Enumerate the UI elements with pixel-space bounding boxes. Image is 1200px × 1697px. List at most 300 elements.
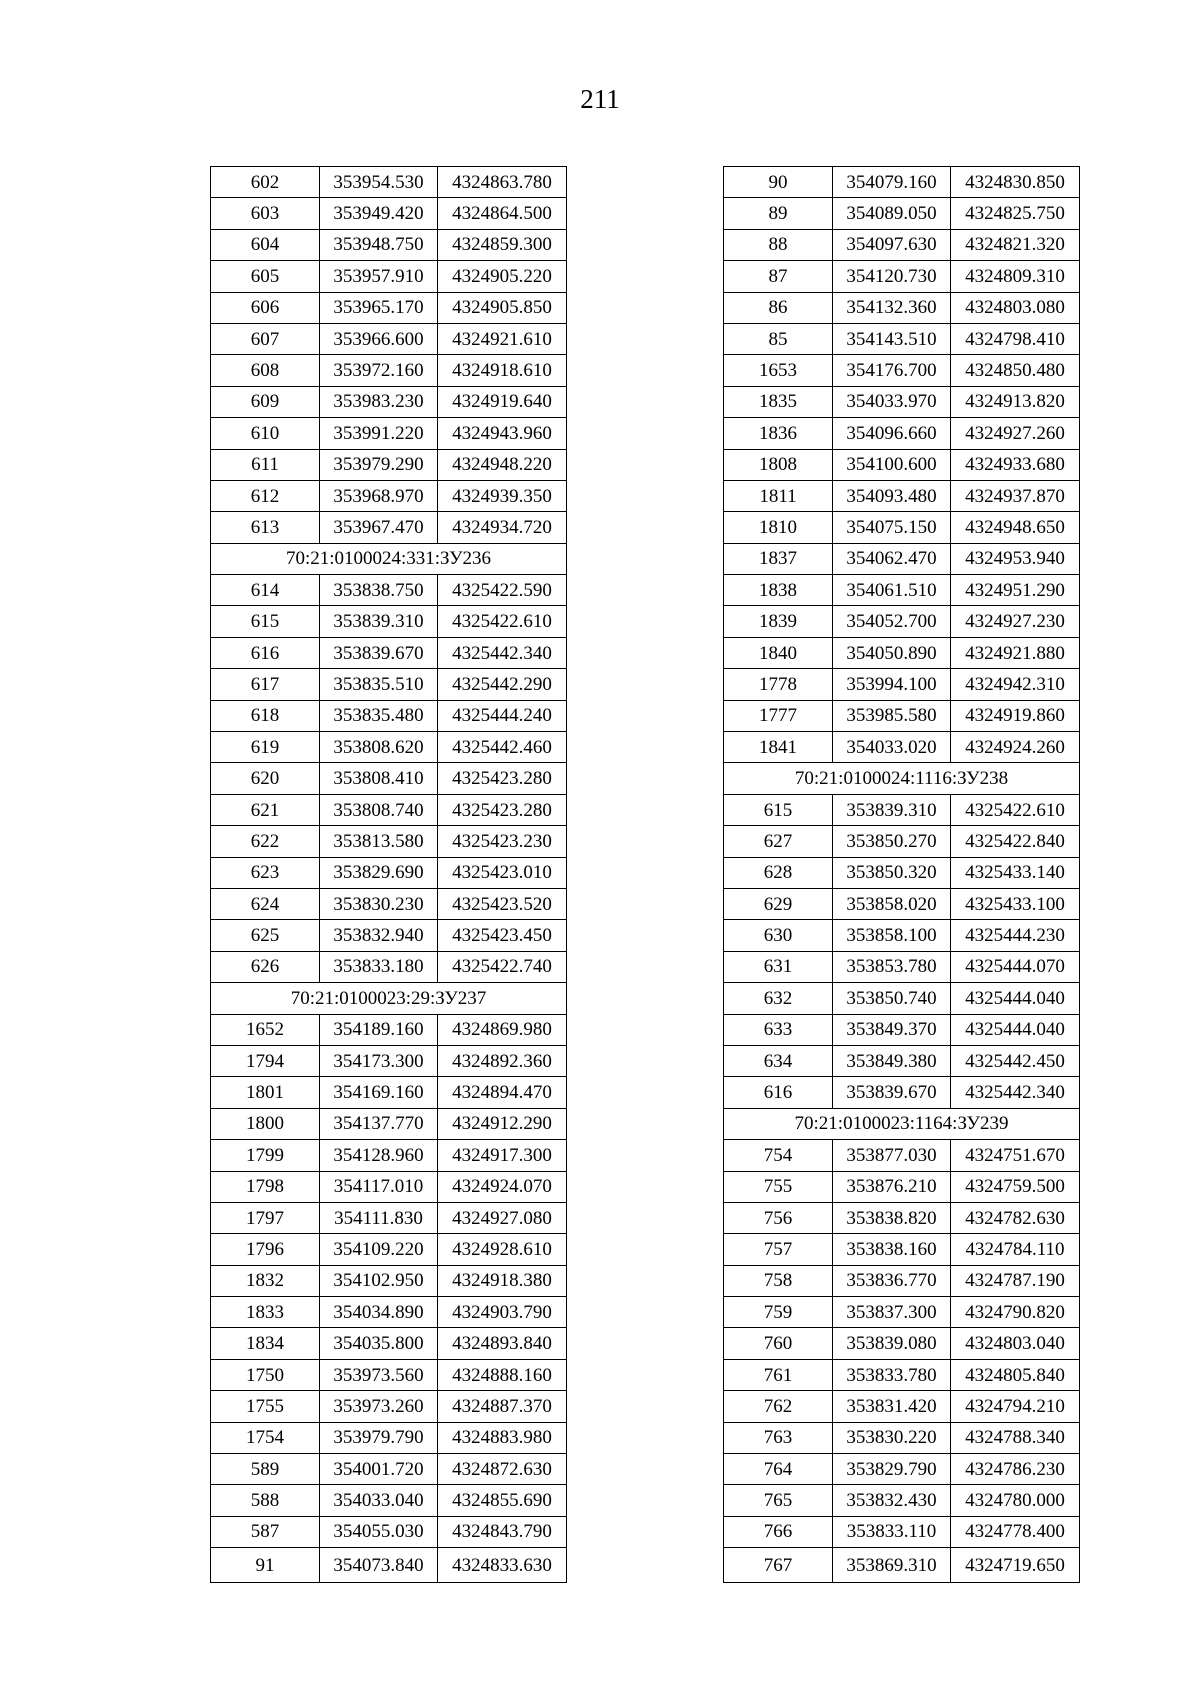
point-number-cell: 609 <box>211 386 320 417</box>
x-coordinate-cell: 354189.160 <box>320 1014 438 1045</box>
coordinate-row <box>724 418 1080 449</box>
coordinate-row <box>724 1045 1080 1076</box>
coordinate-row <box>211 1297 567 1328</box>
point-number-cell: 1808 <box>724 449 833 480</box>
y-coordinate-cell: 4324719.650 <box>951 1548 1080 1583</box>
y-coordinate-cell: 4324778.400 <box>951 1516 1080 1547</box>
x-coordinate-cell: 353973.260 <box>320 1391 438 1422</box>
x-coordinate-cell: 354052.700 <box>833 606 951 637</box>
y-coordinate-cell: 4324843.790 <box>438 1516 567 1547</box>
x-coordinate-cell: 353849.380 <box>833 1045 951 1076</box>
coordinate-row <box>724 669 1080 700</box>
coordinate-row <box>211 1045 567 1076</box>
y-coordinate-cell: 4325423.280 <box>438 763 567 794</box>
y-coordinate-cell: 4324803.040 <box>951 1328 1080 1359</box>
point-number-cell: 602 <box>211 167 320 198</box>
x-coordinate-cell: 353949.420 <box>320 198 438 229</box>
y-coordinate-cell: 4324780.000 <box>951 1485 1080 1516</box>
coordinate-row <box>211 575 567 606</box>
point-number-cell: 1794 <box>211 1045 320 1076</box>
point-number-cell: 621 <box>211 794 320 825</box>
point-number-cell: 1834 <box>211 1328 320 1359</box>
x-coordinate-cell: 353853.780 <box>833 951 951 982</box>
y-coordinate-cell: 4324917.300 <box>438 1140 567 1171</box>
x-coordinate-cell: 353985.580 <box>833 700 951 731</box>
point-number-cell: 622 <box>211 826 320 857</box>
y-coordinate-cell: 4325442.340 <box>951 1077 1080 1108</box>
coordinate-row <box>724 732 1080 763</box>
point-number-cell: 618 <box>211 700 320 731</box>
x-coordinate-cell: 353965.170 <box>320 292 438 323</box>
point-number-cell: 1841 <box>724 732 833 763</box>
y-coordinate-cell: 4324887.370 <box>438 1391 567 1422</box>
x-coordinate-cell: 354117.010 <box>320 1171 438 1202</box>
y-coordinate-cell: 4325423.520 <box>438 888 567 919</box>
x-coordinate-cell: 353957.910 <box>320 261 438 292</box>
parcel-cadastral-number: 70:21:0100023:29:ЗУ237 <box>211 983 567 1014</box>
y-coordinate-cell: 4324894.470 <box>438 1077 567 1108</box>
y-coordinate-cell: 4324788.340 <box>951 1422 1080 1453</box>
point-number-cell: 1801 <box>211 1077 320 1108</box>
coordinate-row <box>724 1422 1080 1453</box>
point-number-cell: 1755 <box>211 1391 320 1422</box>
x-coordinate-cell: 353839.080 <box>833 1328 951 1359</box>
y-coordinate-cell: 4324855.690 <box>438 1485 567 1516</box>
point-number-cell: 1652 <box>211 1014 320 1045</box>
y-coordinate-cell: 4324933.680 <box>951 449 1080 480</box>
y-coordinate-cell: 4324859.300 <box>438 229 567 260</box>
x-coordinate-cell: 353808.620 <box>320 732 438 763</box>
coordinate-row <box>724 575 1080 606</box>
y-coordinate-cell: 4325442.290 <box>438 669 567 700</box>
coordinate-row <box>211 951 567 982</box>
x-coordinate-cell: 353979.790 <box>320 1422 438 1453</box>
point-number-cell: 1653 <box>724 355 833 386</box>
x-coordinate-cell: 353991.220 <box>320 418 438 449</box>
y-coordinate-cell: 4324850.480 <box>951 355 1080 386</box>
x-coordinate-cell: 353838.820 <box>833 1202 951 1233</box>
y-coordinate-cell: 4324869.980 <box>438 1014 567 1045</box>
point-number-cell: 1840 <box>724 637 833 668</box>
y-coordinate-cell: 4325444.070 <box>951 951 1080 982</box>
coordinate-row <box>211 512 567 543</box>
y-coordinate-cell: 4324927.080 <box>438 1202 567 1233</box>
coordinate-row <box>211 1422 567 1453</box>
point-number-cell: 91 <box>211 1548 320 1583</box>
point-number-cell: 610 <box>211 418 320 449</box>
x-coordinate-cell: 354096.660 <box>833 418 951 449</box>
x-coordinate-cell: 353966.600 <box>320 323 438 354</box>
coordinate-row <box>211 1265 567 1296</box>
coordinate-row <box>211 1234 567 1265</box>
y-coordinate-cell: 4324943.960 <box>438 418 567 449</box>
x-coordinate-cell: 353839.670 <box>320 637 438 668</box>
coordinate-row <box>211 1108 567 1139</box>
y-coordinate-cell: 4324918.380 <box>438 1265 567 1296</box>
y-coordinate-cell: 4325442.460 <box>438 732 567 763</box>
coordinate-row <box>724 920 1080 951</box>
coordinate-row <box>724 1454 1080 1485</box>
y-coordinate-cell: 4324934.720 <box>438 512 567 543</box>
point-number-cell: 615 <box>211 606 320 637</box>
point-number-cell: 1798 <box>211 1171 320 1202</box>
y-coordinate-cell: 4324912.290 <box>438 1108 567 1139</box>
y-coordinate-cell: 4325423.280 <box>438 794 567 825</box>
point-number-cell: 633 <box>724 1014 833 1045</box>
x-coordinate-cell: 353838.160 <box>833 1234 951 1265</box>
x-coordinate-cell: 354062.470 <box>833 543 951 574</box>
y-coordinate-cell: 4324883.980 <box>438 1422 567 1453</box>
point-number-cell: 90 <box>724 167 833 198</box>
point-number-cell: 766 <box>724 1516 833 1547</box>
coordinate-row <box>211 763 567 794</box>
parcel-cadastral-number: 70:21:0100024:331:ЗУ236 <box>211 543 567 574</box>
x-coordinate-cell: 354061.510 <box>833 575 951 606</box>
y-coordinate-cell: 4324821.320 <box>951 229 1080 260</box>
point-number-cell: 88 <box>724 229 833 260</box>
coordinate-row <box>211 1328 567 1359</box>
page-number: 211 <box>580 84 620 114</box>
coordinate-row <box>211 1202 567 1233</box>
y-coordinate-cell: 4324919.860 <box>951 700 1080 731</box>
y-coordinate-cell: 4324803.080 <box>951 292 1080 323</box>
point-number-cell: 1750 <box>211 1359 320 1390</box>
point-number-cell: 755 <box>724 1171 833 1202</box>
y-coordinate-cell: 4324833.630 <box>438 1548 567 1583</box>
y-coordinate-cell: 4325423.230 <box>438 826 567 857</box>
x-coordinate-cell: 353829.790 <box>833 1454 951 1485</box>
point-number-cell: 607 <box>211 323 320 354</box>
point-number-cell: 616 <box>211 637 320 668</box>
coordinate-row <box>724 543 1080 574</box>
x-coordinate-cell: 353833.110 <box>833 1516 951 1547</box>
y-coordinate-cell: 4324905.850 <box>438 292 567 323</box>
x-coordinate-cell: 353858.020 <box>833 888 951 919</box>
x-coordinate-cell: 353833.180 <box>320 951 438 982</box>
coordinate-row <box>211 857 567 888</box>
x-coordinate-cell: 353838.750 <box>320 575 438 606</box>
x-coordinate-cell: 354033.020 <box>833 732 951 763</box>
point-number-cell: 756 <box>724 1202 833 1233</box>
y-coordinate-cell: 4324905.220 <box>438 261 567 292</box>
point-number-cell: 606 <box>211 292 320 323</box>
y-coordinate-cell: 4324751.670 <box>951 1140 1080 1171</box>
x-coordinate-cell: 354034.890 <box>320 1297 438 1328</box>
point-number-cell: 1833 <box>211 1297 320 1328</box>
x-coordinate-cell: 353837.300 <box>833 1297 951 1328</box>
point-number-cell: 587 <box>211 1516 320 1547</box>
coordinate-row <box>724 1516 1080 1547</box>
point-number-cell: 1799 <box>211 1140 320 1171</box>
y-coordinate-cell: 4324921.610 <box>438 323 567 354</box>
coordinate-row <box>211 794 567 825</box>
point-number-cell: 614 <box>211 575 320 606</box>
coordinate-row <box>211 386 567 417</box>
coordinate-row <box>724 1171 1080 1202</box>
y-coordinate-cell: 4324786.230 <box>951 1454 1080 1485</box>
y-coordinate-cell: 4324924.070 <box>438 1171 567 1202</box>
coordinate-row <box>211 1485 567 1516</box>
point-number-cell: 760 <box>724 1328 833 1359</box>
coordinate-row <box>724 1234 1080 1265</box>
coordinate-row <box>724 857 1080 888</box>
parcel-section-row <box>724 1108 1080 1139</box>
x-coordinate-cell: 353858.100 <box>833 920 951 951</box>
y-coordinate-cell: 4325422.610 <box>438 606 567 637</box>
y-coordinate-cell: 4324928.610 <box>438 1234 567 1265</box>
x-coordinate-cell: 353808.740 <box>320 794 438 825</box>
coordinate-row <box>211 1171 567 1202</box>
y-coordinate-cell: 4324953.940 <box>951 543 1080 574</box>
x-coordinate-cell: 354093.480 <box>833 480 951 511</box>
coordinate-row <box>211 669 567 700</box>
y-coordinate-cell: 4324927.230 <box>951 606 1080 637</box>
x-coordinate-cell: 353973.560 <box>320 1359 438 1390</box>
y-coordinate-cell: 4324798.410 <box>951 323 1080 354</box>
coordinate-row <box>724 1485 1080 1516</box>
coordinate-row <box>724 323 1080 354</box>
x-coordinate-cell: 353830.220 <box>833 1422 951 1453</box>
point-number-cell: 620 <box>211 763 320 794</box>
y-coordinate-cell: 4324809.310 <box>951 261 1080 292</box>
point-number-cell: 628 <box>724 857 833 888</box>
point-number-cell: 626 <box>211 951 320 982</box>
coordinate-row <box>211 480 567 511</box>
coordinate-row <box>724 700 1080 731</box>
coordinate-row <box>211 920 567 951</box>
y-coordinate-cell: 4324942.310 <box>951 669 1080 700</box>
point-number-cell: 616 <box>724 1077 833 1108</box>
y-coordinate-cell: 4325433.100 <box>951 888 1080 919</box>
x-coordinate-cell: 353835.480 <box>320 700 438 731</box>
parcel-section-row <box>211 543 567 574</box>
point-number-cell: 613 <box>211 512 320 543</box>
point-number-cell: 758 <box>724 1265 833 1296</box>
coordinate-row <box>724 606 1080 637</box>
coordinate-row <box>724 1265 1080 1296</box>
coordinate-row <box>211 732 567 763</box>
point-number-cell: 1797 <box>211 1202 320 1233</box>
coordinate-row <box>724 1014 1080 1045</box>
point-number-cell: 631 <box>724 951 833 982</box>
coordinate-row <box>724 1359 1080 1390</box>
x-coordinate-cell: 353832.430 <box>833 1485 951 1516</box>
point-number-cell: 1837 <box>724 543 833 574</box>
x-coordinate-cell: 354143.510 <box>833 323 951 354</box>
coordinate-row <box>724 1297 1080 1328</box>
y-coordinate-cell: 4324939.350 <box>438 480 567 511</box>
point-number-cell: 1835 <box>724 386 833 417</box>
y-coordinate-cell: 4324948.650 <box>951 512 1080 543</box>
coordinate-row <box>211 1454 567 1485</box>
x-coordinate-cell: 353832.940 <box>320 920 438 951</box>
coordinate-row <box>211 606 567 637</box>
y-coordinate-cell: 4324937.870 <box>951 480 1080 511</box>
coordinate-row <box>211 355 567 386</box>
y-coordinate-cell: 4325444.240 <box>438 700 567 731</box>
x-coordinate-cell: 353836.770 <box>833 1265 951 1296</box>
y-coordinate-cell: 4324948.220 <box>438 449 567 480</box>
x-coordinate-cell: 354102.950 <box>320 1265 438 1296</box>
point-number-cell: 87 <box>724 261 833 292</box>
point-number-cell: 617 <box>211 669 320 700</box>
x-coordinate-cell: 353850.320 <box>833 857 951 888</box>
x-coordinate-cell: 354100.600 <box>833 449 951 480</box>
y-coordinate-cell: 4324805.840 <box>951 1359 1080 1390</box>
coordinate-row <box>211 1548 567 1583</box>
point-number-cell: 603 <box>211 198 320 229</box>
coordinate-row <box>211 418 567 449</box>
point-number-cell: 589 <box>211 1454 320 1485</box>
point-number-cell: 1778 <box>724 669 833 700</box>
point-number-cell: 604 <box>211 229 320 260</box>
point-number-cell: 765 <box>724 1485 833 1516</box>
x-coordinate-cell: 353831.420 <box>833 1391 951 1422</box>
coordinate-row <box>724 355 1080 386</box>
coordinate-row <box>211 449 567 480</box>
y-coordinate-cell: 4325433.140 <box>951 857 1080 888</box>
coordinate-row <box>724 1202 1080 1233</box>
parcel-cadastral-number: 70:21:0100023:1164:ЗУ239 <box>724 1108 1080 1139</box>
point-number-cell: 1754 <box>211 1422 320 1453</box>
coordinate-row <box>724 983 1080 1014</box>
coordinate-row <box>724 1140 1080 1171</box>
point-number-cell: 632 <box>724 983 833 1014</box>
point-number-cell: 85 <box>724 323 833 354</box>
y-coordinate-cell: 4325422.740 <box>438 951 567 982</box>
parcel-cadastral-number: 70:21:0100024:1116:ЗУ238 <box>724 763 1080 794</box>
point-number-cell: 1810 <box>724 512 833 543</box>
point-number-cell: 754 <box>724 1140 833 1171</box>
x-coordinate-cell: 354033.040 <box>320 1485 438 1516</box>
y-coordinate-cell: 4324863.780 <box>438 167 567 198</box>
y-coordinate-cell: 4325423.450 <box>438 920 567 951</box>
coordinate-row <box>724 198 1080 229</box>
point-number-cell: 759 <box>724 1297 833 1328</box>
x-coordinate-cell: 353983.230 <box>320 386 438 417</box>
coordinate-row <box>211 888 567 919</box>
point-number-cell: 608 <box>211 355 320 386</box>
coordinate-row <box>724 951 1080 982</box>
y-coordinate-cell: 4325444.040 <box>951 983 1080 1014</box>
point-number-cell: 757 <box>724 1234 833 1265</box>
point-number-cell: 1796 <box>211 1234 320 1265</box>
y-coordinate-cell: 4324759.500 <box>951 1171 1080 1202</box>
point-number-cell: 1839 <box>724 606 833 637</box>
coordinate-row <box>724 1548 1080 1583</box>
coordinate-row <box>211 261 567 292</box>
x-coordinate-cell: 353967.470 <box>320 512 438 543</box>
y-coordinate-cell: 4325444.040 <box>951 1014 1080 1045</box>
point-number-cell: 623 <box>211 857 320 888</box>
coordinate-row <box>211 1077 567 1108</box>
y-coordinate-cell: 4324784.110 <box>951 1234 1080 1265</box>
point-number-cell: 761 <box>724 1359 833 1390</box>
y-coordinate-cell: 4325442.340 <box>438 637 567 668</box>
coordinate-row <box>724 480 1080 511</box>
y-coordinate-cell: 4324864.500 <box>438 198 567 229</box>
y-coordinate-cell: 4324794.210 <box>951 1391 1080 1422</box>
x-coordinate-cell: 353968.970 <box>320 480 438 511</box>
y-coordinate-cell: 4324892.360 <box>438 1045 567 1076</box>
coordinate-row <box>211 1391 567 1422</box>
x-coordinate-cell: 354079.160 <box>833 167 951 198</box>
x-coordinate-cell: 353876.210 <box>833 1171 951 1202</box>
y-coordinate-cell: 4324825.750 <box>951 198 1080 229</box>
x-coordinate-cell: 354001.720 <box>320 1454 438 1485</box>
coordinate-row <box>724 292 1080 323</box>
point-number-cell: 625 <box>211 920 320 951</box>
point-number-cell: 1777 <box>724 700 833 731</box>
point-number-cell: 763 <box>724 1422 833 1453</box>
point-number-cell: 1811 <box>724 480 833 511</box>
x-coordinate-cell: 354111.830 <box>320 1202 438 1233</box>
coordinate-row <box>211 198 567 229</box>
x-coordinate-cell: 353829.690 <box>320 857 438 888</box>
x-coordinate-cell: 354176.700 <box>833 355 951 386</box>
point-number-cell: 1838 <box>724 575 833 606</box>
coordinate-row <box>724 512 1080 543</box>
point-number-cell: 619 <box>211 732 320 763</box>
coordinate-row <box>724 386 1080 417</box>
coordinates-table-left <box>210 166 567 1583</box>
point-number-cell: 588 <box>211 1485 320 1516</box>
point-number-cell: 612 <box>211 480 320 511</box>
x-coordinate-cell: 354169.160 <box>320 1077 438 1108</box>
y-coordinate-cell: 4324888.160 <box>438 1359 567 1390</box>
x-coordinate-cell: 353830.230 <box>320 888 438 919</box>
y-coordinate-cell: 4324787.190 <box>951 1265 1080 1296</box>
coordinate-row <box>724 449 1080 480</box>
x-coordinate-cell: 353994.100 <box>833 669 951 700</box>
point-number-cell: 1800 <box>211 1108 320 1139</box>
x-coordinate-cell: 353850.740 <box>833 983 951 1014</box>
x-coordinate-cell: 353839.310 <box>320 606 438 637</box>
x-coordinate-cell: 354050.890 <box>833 637 951 668</box>
y-coordinate-cell: 4325422.590 <box>438 575 567 606</box>
coordinate-row <box>211 1140 567 1171</box>
x-coordinate-cell: 354033.970 <box>833 386 951 417</box>
coordinate-row <box>724 1077 1080 1108</box>
point-number-cell: 615 <box>724 794 833 825</box>
point-number-cell: 86 <box>724 292 833 323</box>
y-coordinate-cell: 4324921.880 <box>951 637 1080 668</box>
x-coordinate-cell: 354137.770 <box>320 1108 438 1139</box>
point-number-cell: 629 <box>724 888 833 919</box>
coordinate-row <box>724 1328 1080 1359</box>
coordinate-row <box>724 637 1080 668</box>
y-coordinate-cell: 4324903.790 <box>438 1297 567 1328</box>
x-coordinate-cell: 353979.290 <box>320 449 438 480</box>
point-number-cell: 611 <box>211 449 320 480</box>
x-coordinate-cell: 353839.310 <box>833 794 951 825</box>
coordinate-row <box>211 1014 567 1045</box>
x-coordinate-cell: 353954.530 <box>320 167 438 198</box>
coordinate-row <box>724 826 1080 857</box>
coordinate-row <box>211 229 567 260</box>
x-coordinate-cell: 353833.780 <box>833 1359 951 1390</box>
coordinate-row <box>724 1391 1080 1422</box>
point-number-cell: 89 <box>724 198 833 229</box>
x-coordinate-cell: 353869.310 <box>833 1548 951 1583</box>
x-coordinate-cell: 354109.220 <box>320 1234 438 1265</box>
y-coordinate-cell: 4325444.230 <box>951 920 1080 951</box>
coordinates-table-right <box>723 166 1080 1583</box>
parcel-section-row <box>724 763 1080 794</box>
coordinate-row <box>211 826 567 857</box>
y-coordinate-cell: 4324924.260 <box>951 732 1080 763</box>
x-coordinate-cell: 354120.730 <box>833 261 951 292</box>
